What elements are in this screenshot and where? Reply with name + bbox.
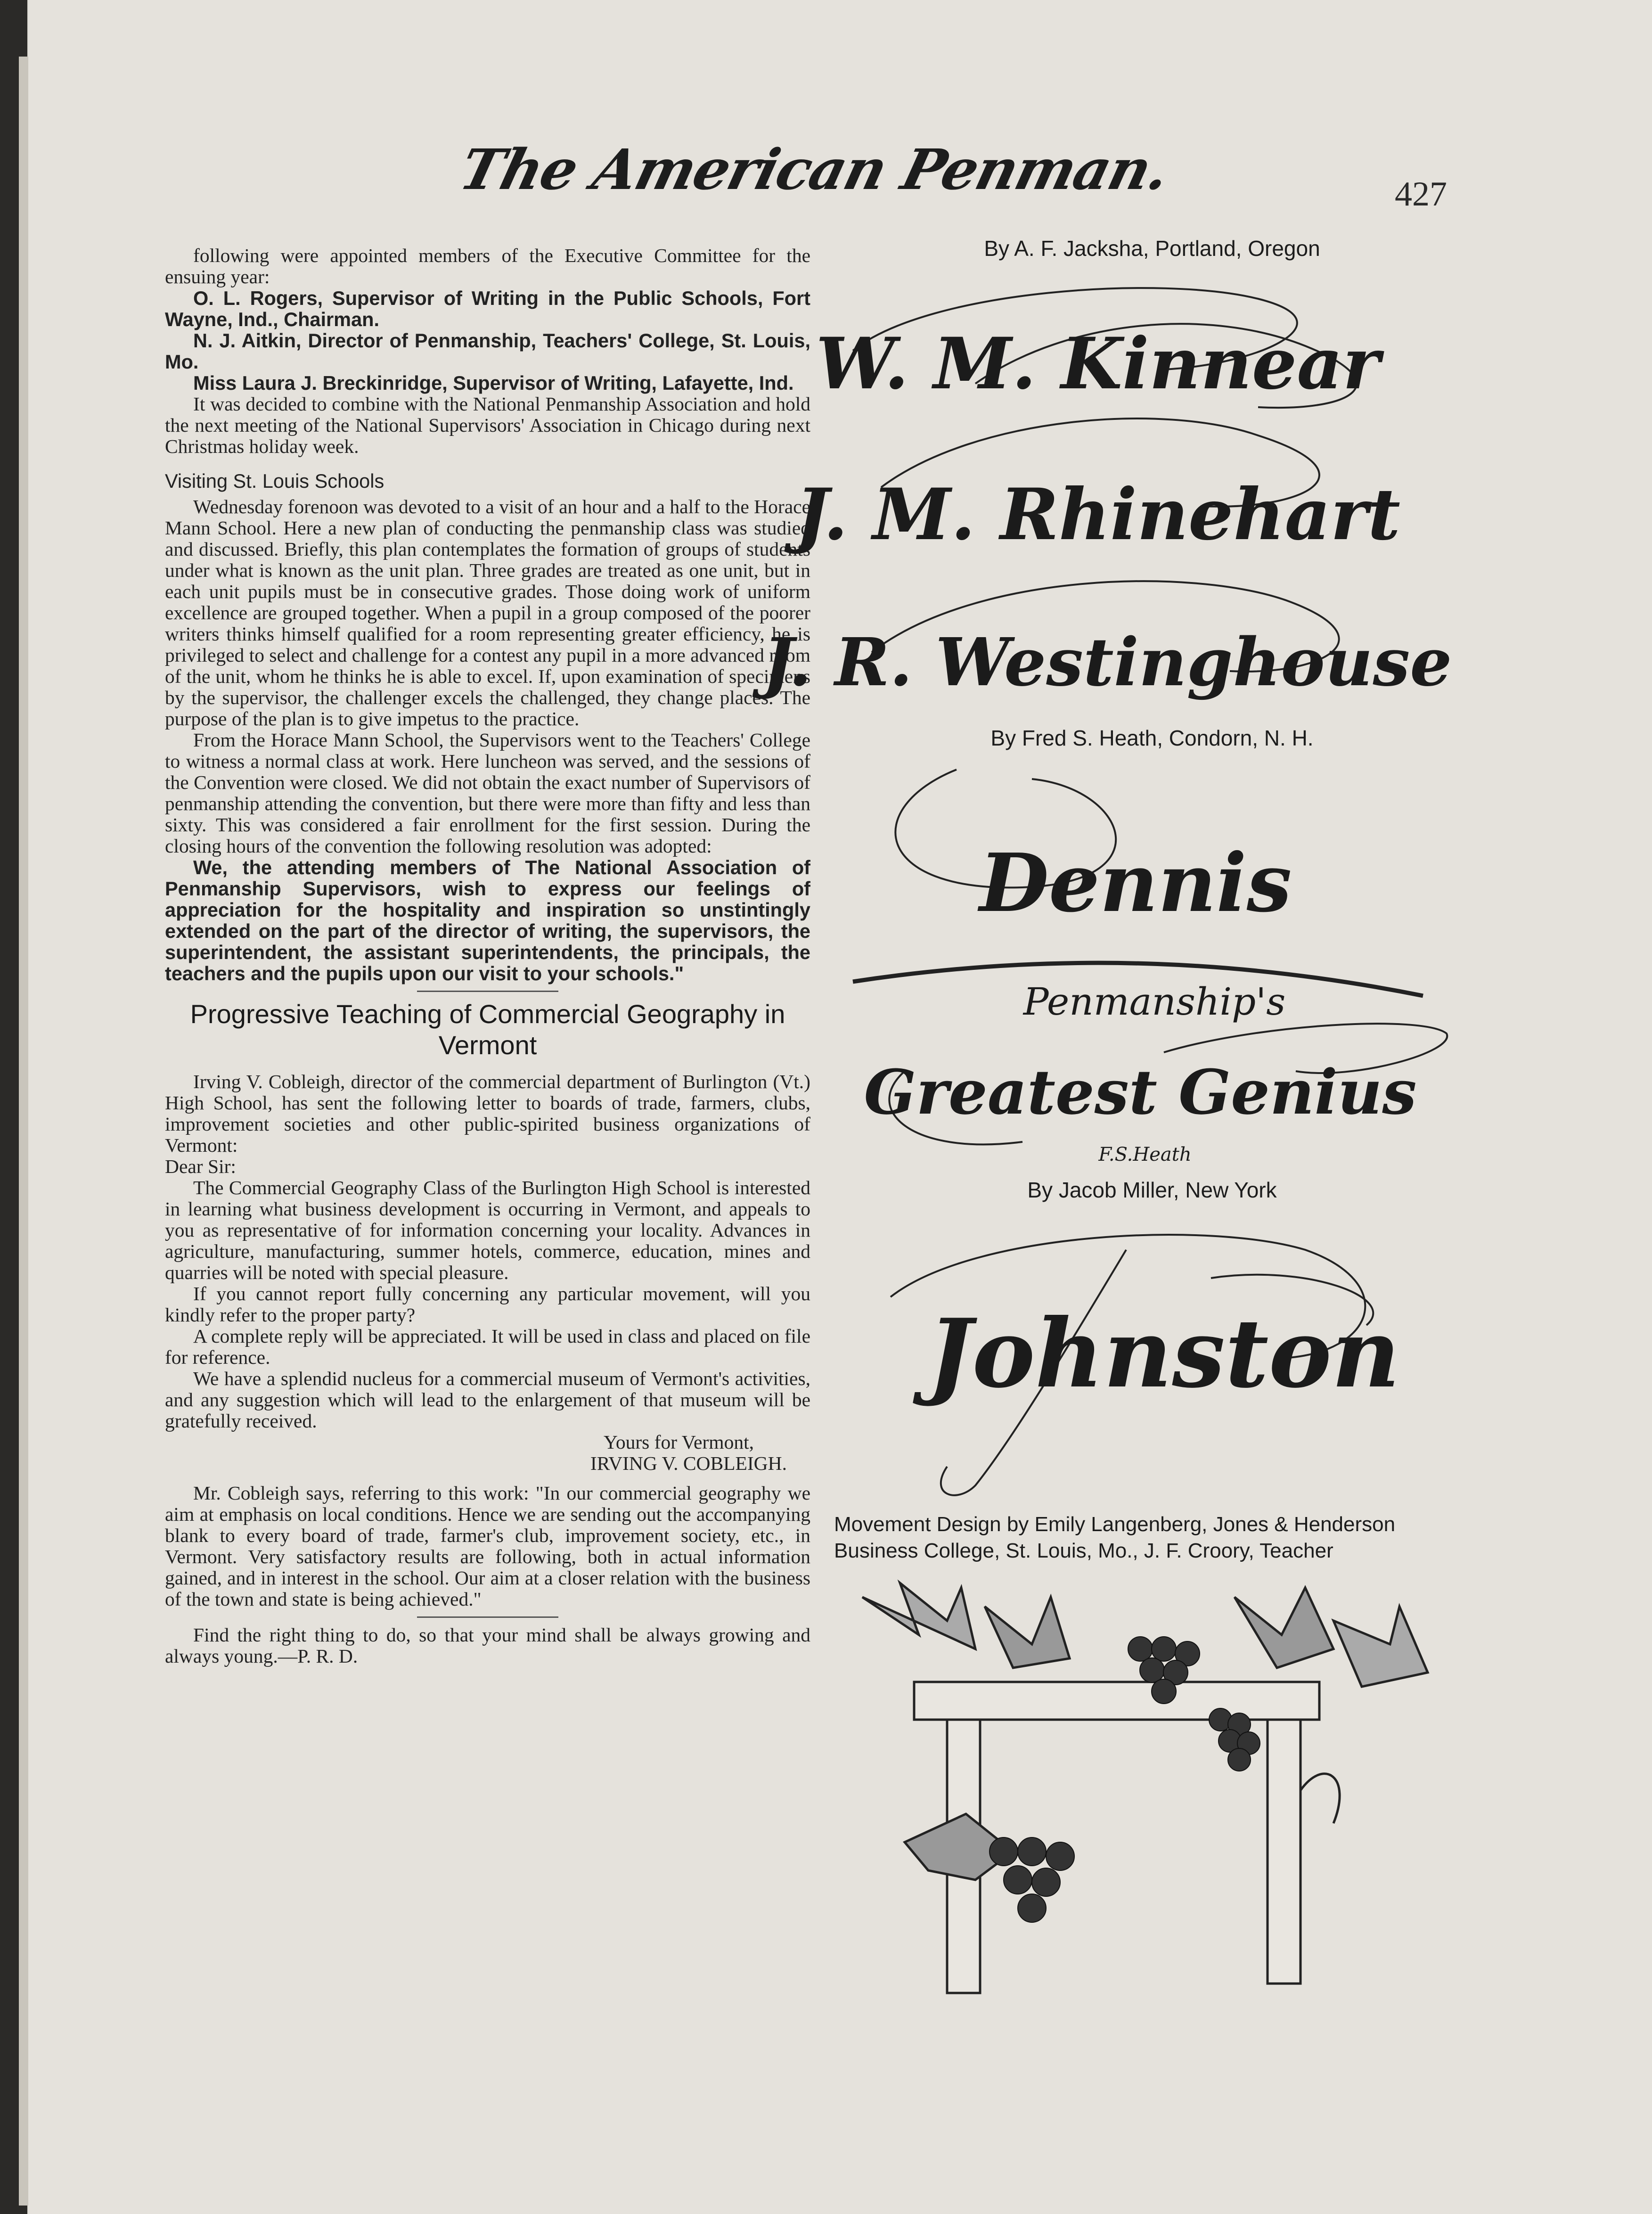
paragraph: From the Horace Mann School, the Supervisors went to the Teachers' College to witness a normal class at work. Here luncheon was served, and the sessions of the Convention were closed. We did not obtain the exact number of Supervisors of penmanship attending the convention, but there were more than fifty and less than sixty. This was considered a fair enrollment for the first session. During the closing hours of the convention the following resolution was adopted: (165, 729, 810, 857)
signature-name: Dennis (979, 836, 1292, 930)
grape-vine-illustration (834, 1578, 1470, 1998)
paragraph: Irving V. Cobleigh, director of the commercial department of Burlington (Vt.) High School, has sent the following letter to boards of trade, farmers, clubs, improvement societies and other public-spirited business organizations of Vermont: (165, 1071, 810, 1156)
paragraph: It was decided to combine with the National Penmanship Association and hold the next meeting of the National Supervisors' Association in Chicago during next Christmas holiday week. (165, 393, 810, 457)
grape-cluster-bottom (990, 1837, 1074, 1922)
penmanship-specimen-jacksha (762, 261, 1470, 723)
penmanship-specimen-miller (834, 1203, 1470, 1509)
paragraph: Mr. Cobleigh says, referring to this work: "In our commercial geography we aim at emphasis on local conditions. Hence we are sending out the accompanying blank to every board of trade, farmer's club, improvement society, etc., in Vermont. Very satisfactory results are following, both in actual information gained, and in interest in the school. Our aim at a closer relation with the business of the town and state is being achieved." (165, 1482, 810, 1610)
letter-paragraph: A complete reply will be appreciated. It will be used in class and placed on file for reference. (165, 1325, 810, 1368)
committee-member: N. J. Aitkin, Director of Penmanship, Teachers' College, St. Louis, Mo. (165, 329, 810, 373)
left-column (165, 245, 810, 1667)
specimen-caption: By A. F. Jacksha, Portland, Oregon (984, 236, 1320, 261)
signature-name: Penmanship's (1023, 980, 1286, 1024)
letter-salutation: Dear Sir: (165, 1156, 236, 1177)
page-number: 427 (1395, 175, 1447, 213)
grape-leaf (1235, 1588, 1333, 1668)
committee-member: Miss Laura J. Breckinridge, Supervisor of Writing, Lafayette, Ind. (193, 372, 794, 394)
right-column (762, 236, 1470, 2000)
divider (417, 1616, 558, 1618)
intro-text: following were appointed members of the Executive Committee for the ensuing year: (165, 245, 810, 287)
letter-paragraph: We have a splendid nucleus for a commercial museum of Vermont's activities, and any suggestion which will lead to the enlargement of that museum will be gratefully received. (165, 1368, 810, 1432)
closing-quote: Find the right thing to do, so that your mind shall be always growing and always young.—P. R. D. (165, 1624, 810, 1667)
resolution-text: We, the attending members of The National Association of Penmanship Supervisors, wish to express our feelings of appreciation for the hospitality and inspiration so unstintingly extended on the part of the director of writing, the supervisors, the superintendent, the assistant superintendents, the principals, the teachers and the pupils upon our visit to your schools." (165, 856, 810, 984)
design-caption (834, 1511, 1470, 1564)
letter-paragraph: The Commercial Geography Class of the Burlington High School is interested in learning what business development is occurring in Vermont, and appeals to you as representative of for information concerning your locality. Advances in agriculture, manufacturing, summer hotels, commerce, education, mines and quarries will be noted with special pleasure. (165, 1177, 810, 1283)
grape-leaf (862, 1583, 975, 1649)
design-caption-line: Business College, St. Louis, Mo., J. F. Croory, Teacher (834, 1539, 1333, 1562)
masthead-title: The American Penman. (453, 137, 1176, 202)
magazine-page (28, 0, 1652, 2214)
trellis-crossbar (914, 1682, 1319, 1720)
signature-name: W. M. Kinnear (816, 322, 1380, 405)
penmanship-specimen-heath (834, 751, 1470, 1175)
article-title: Progressive Teaching of Commercial Geography in Vermont (190, 999, 785, 1060)
section-subhead: Visiting St. Louis Schools (165, 470, 384, 492)
specimen-caption: By Jacob Miller, New York (1027, 1178, 1277, 1202)
trellis-post-right (1268, 1720, 1300, 1984)
grape-leaf (1333, 1607, 1428, 1687)
vine-tendril (1300, 1774, 1340, 1823)
paragraph: Wednesday forenoon was devoted to a visit of an hour and a half to the Horace Mann School. Here a new plan of conducting the penmanship class was studied and discussed. Briefly, this plan contemplates the formation of groups of students under what is known as the unit plan. Three grades are treated as one unit, but in each unit pupils must be in consecutive grades. Those doing work of uniform excellence are grouped together. When a pupil in a group composed of the poorer writers thinks himself qualified for a room representing greater efficiency, he is privileged to select and challenge for a contest any pupil in a more advanced room of the unit, whom he thinks he is able to excel. If, upon examination of specimens by the supervisor, the challenger excels the challenged, they change places. The purpose of the plan is to give impetus to the practice. (165, 496, 810, 730)
committee-member: O. L. Rogers, Supervisor of Writing in the Public Schools, Fort Wayne, Ind., Chairman. (165, 287, 810, 330)
letter-signature: IRVING V. COBLEIGH. (590, 1452, 787, 1474)
signature-name: Greatest Genius (864, 1056, 1417, 1128)
specimen-caption: By Fred S. Heath, Condorn, N. H. (990, 726, 1314, 750)
masthead (453, 137, 1216, 231)
signature-name: Johnston (927, 1298, 1400, 1409)
divider (417, 991, 558, 992)
letter-paragraph: If you cannot report fully concerning any particular movement, will you kindly refer to the proper party? (165, 1283, 810, 1326)
letter-closing: Yours for Vermont, (604, 1431, 754, 1453)
signature-name: J. M. Rhinehart (795, 473, 1401, 556)
signature-name: J. R. Westinghouse (762, 624, 1452, 701)
artist-signature: F.S.Heath (1098, 1144, 1192, 1165)
grape-leaf (985, 1597, 1070, 1668)
design-caption-line: Movement Design by Emily Langenberg, Jones & Henderson (834, 1513, 1396, 1536)
